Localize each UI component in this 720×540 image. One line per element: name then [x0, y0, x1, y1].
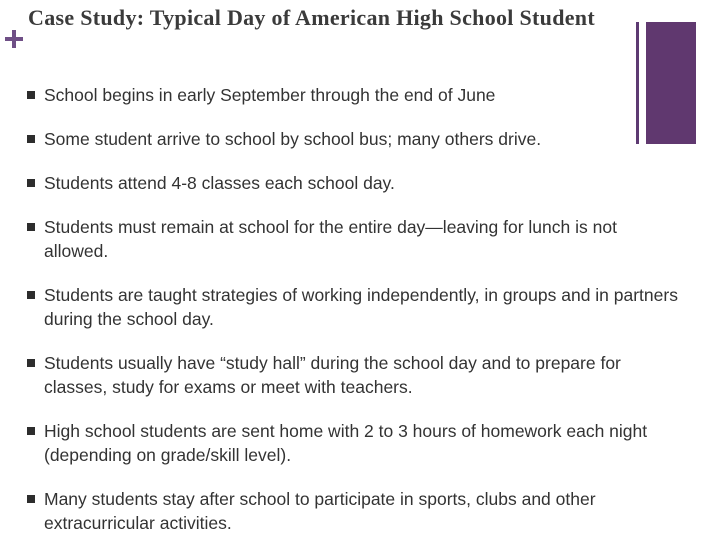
bullet-text: High school students are sent home with 2 to 3 hours of homework each night (depending on grade/skill level). — [44, 421, 648, 465]
bullet-text: Students must remain at school for the entire day—leaving for lunch is not allowed. — [44, 217, 617, 261]
bullet-text: Students usually have “study hall” during the school day and to prepare for classes, study for exams or meet with teachers. — [44, 353, 621, 397]
bullet-text: Students attend 4-8 classes each school day. — [44, 173, 395, 193]
list-item — [24, 215, 684, 263]
list-item — [24, 283, 684, 331]
slide-title: Case Study: Typical Day of American High School Student — [28, 5, 595, 30]
list-item — [24, 351, 684, 399]
list-item — [24, 419, 684, 467]
list-item — [24, 127, 684, 151]
square-bullet-icon — [27, 427, 35, 435]
list-item — [24, 171, 684, 195]
square-bullet-icon — [27, 135, 35, 143]
list-item — [24, 487, 684, 535]
square-bullet-icon — [27, 179, 35, 187]
bullet-text: School begins in early September through the end of June — [44, 85, 496, 105]
square-bullet-icon — [27, 359, 35, 367]
square-bullet-icon — [27, 495, 35, 503]
square-bullet-icon — [27, 91, 35, 99]
bullet-text: Students are taught strategies of working independently, in groups and in partners during the school day. — [44, 285, 678, 329]
list-item — [24, 83, 684, 107]
square-bullet-icon — [27, 291, 35, 299]
bullet-text: Some student arrive to school by school bus; many others drive. — [44, 129, 542, 149]
square-bullet-icon — [27, 223, 35, 231]
bullet-text: Many students stay after school to participate in sports, clubs and other extracurricular activities. — [44, 489, 596, 533]
